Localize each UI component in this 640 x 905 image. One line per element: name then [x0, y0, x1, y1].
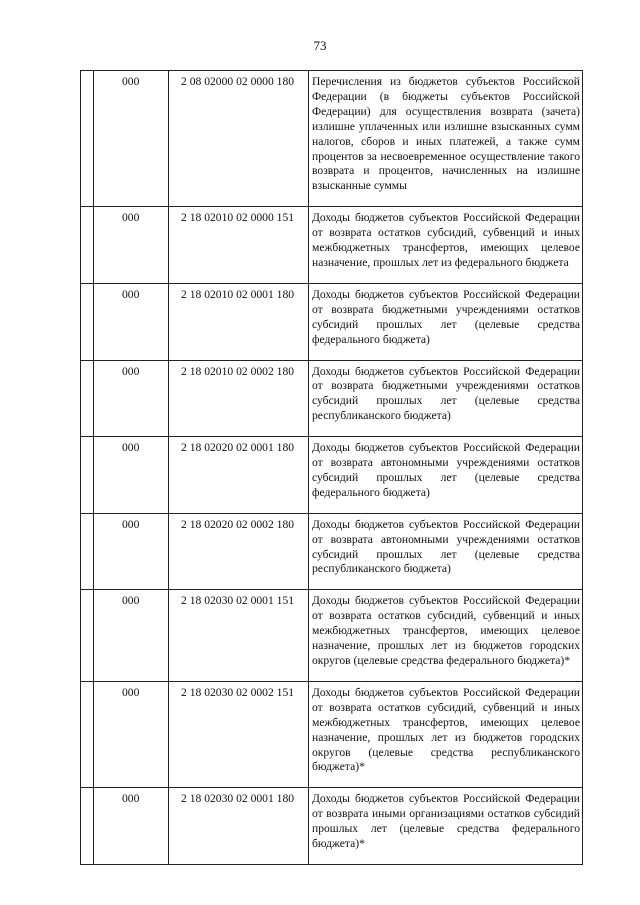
blank-cell [81, 590, 94, 682]
income-name-cell: Доходы бюджетов субъектов Российской Федерации от возврата остатков субсидий, субвенций и иных межбюджетных трансфертов, имеющих целевое назначение, прошлых лет из федерального бюджета [309, 207, 583, 284]
budget-code-cell: 2 08 02000 02 0000 180 [169, 71, 309, 207]
admin-code-cell: 000 [94, 590, 169, 682]
income-name-cell: Доходы бюджетов субъектов Российской Федерации от возврата остатков субсидий, субвенций и иных межбюджетных трансфертов, имеющих целевое назначение, прошлых лет из бюджетов городских округов (целевые средства федерального бюджета)* [309, 590, 583, 682]
blank-cell [81, 207, 94, 284]
blank-cell [81, 71, 94, 207]
income-name-cell: Доходы бюджетов субъектов Российской Федерации от возврата бюджетными учреждениями остатков субсидий прошлых лет (целевые средства федерального бюджета) [309, 283, 583, 360]
blank-cell [81, 681, 94, 787]
admin-code-cell: 000 [94, 513, 169, 590]
blank-cell [81, 513, 94, 590]
blank-cell [81, 788, 94, 865]
table-row [81, 681, 583, 787]
admin-code-cell: 000 [94, 681, 169, 787]
income-name-cell: Доходы бюджетов субъектов Российской Федерации от возврата автономными учреждениями остатков субсидий прошлых лет (целевые средства республиканского бюджета) [309, 513, 583, 590]
budget-code-cell: 2 18 02030 02 0001 180 [169, 788, 309, 865]
budget-code-cell: 2 18 02020 02 0001 180 [169, 437, 309, 514]
budget-code-cell: 2 18 02030 02 0001 151 [169, 590, 309, 682]
table-row [81, 283, 583, 360]
income-name-cell: Доходы бюджетов субъектов Российской Федерации от возврата остатков субсидий, субвенций и иных межбюджетных трансфертов, имеющих целевое назначение, прошлых лет из бюджетов городских округов (целевые средства республиканского бюджета)* [309, 681, 583, 787]
table-row [81, 207, 583, 284]
admin-code-cell: 000 [94, 71, 169, 207]
budget-code-cell: 2 18 02020 02 0002 180 [169, 513, 309, 590]
budget-code-cell: 2 18 02030 02 0002 151 [169, 681, 309, 787]
budget-code-cell: 2 18 02010 02 0000 151 [169, 207, 309, 284]
blank-cell [81, 360, 94, 437]
income-name-cell: Перечисления из бюджетов субъектов Российской Федерации (в бюджеты субъектов Российской Федерации) для осуществления возврата (зачета) излишне уплаченных или излишне взысканных сумм налогов, сборов и иных платежей, а также сумм процентов за несвоевременное осуществление такого возврата и процентов, начисленных на излишне взысканные суммы [309, 71, 583, 207]
budget-code-cell: 2 18 02010 02 0002 180 [169, 360, 309, 437]
income-name-cell: Доходы бюджетов субъектов Российской Федерации от возврата бюджетными учреждениями остатков субсидий прошлых лет (целевые средства республиканского бюджета) [309, 360, 583, 437]
income-name-cell: Доходы бюджетов субъектов Российской Федерации от возврата иными организациями остатков субсидий прошлых лет (целевые средства федерального бюджета)* [309, 788, 583, 865]
table-row [81, 513, 583, 590]
page-number: 73 [313, 38, 327, 53]
budget-classification-table [80, 70, 583, 865]
table-row [81, 788, 583, 865]
income-name-cell: Доходы бюджетов субъектов Российской Федерации от возврата автономными учреждениями остатков субсидий прошлых лет (целевые средства федерального бюджета) [309, 437, 583, 514]
admin-code-cell: 000 [94, 283, 169, 360]
table-row [81, 360, 583, 437]
table-row [81, 71, 583, 207]
admin-code-cell: 000 [94, 207, 169, 284]
admin-code-cell: 000 [94, 360, 169, 437]
admin-code-cell: 000 [94, 788, 169, 865]
admin-code-cell: 000 [94, 437, 169, 514]
blank-cell [81, 283, 94, 360]
blank-cell [81, 437, 94, 514]
table-row [81, 437, 583, 514]
budget-code-cell: 2 18 02010 02 0001 180 [169, 283, 309, 360]
table-row [81, 590, 583, 682]
